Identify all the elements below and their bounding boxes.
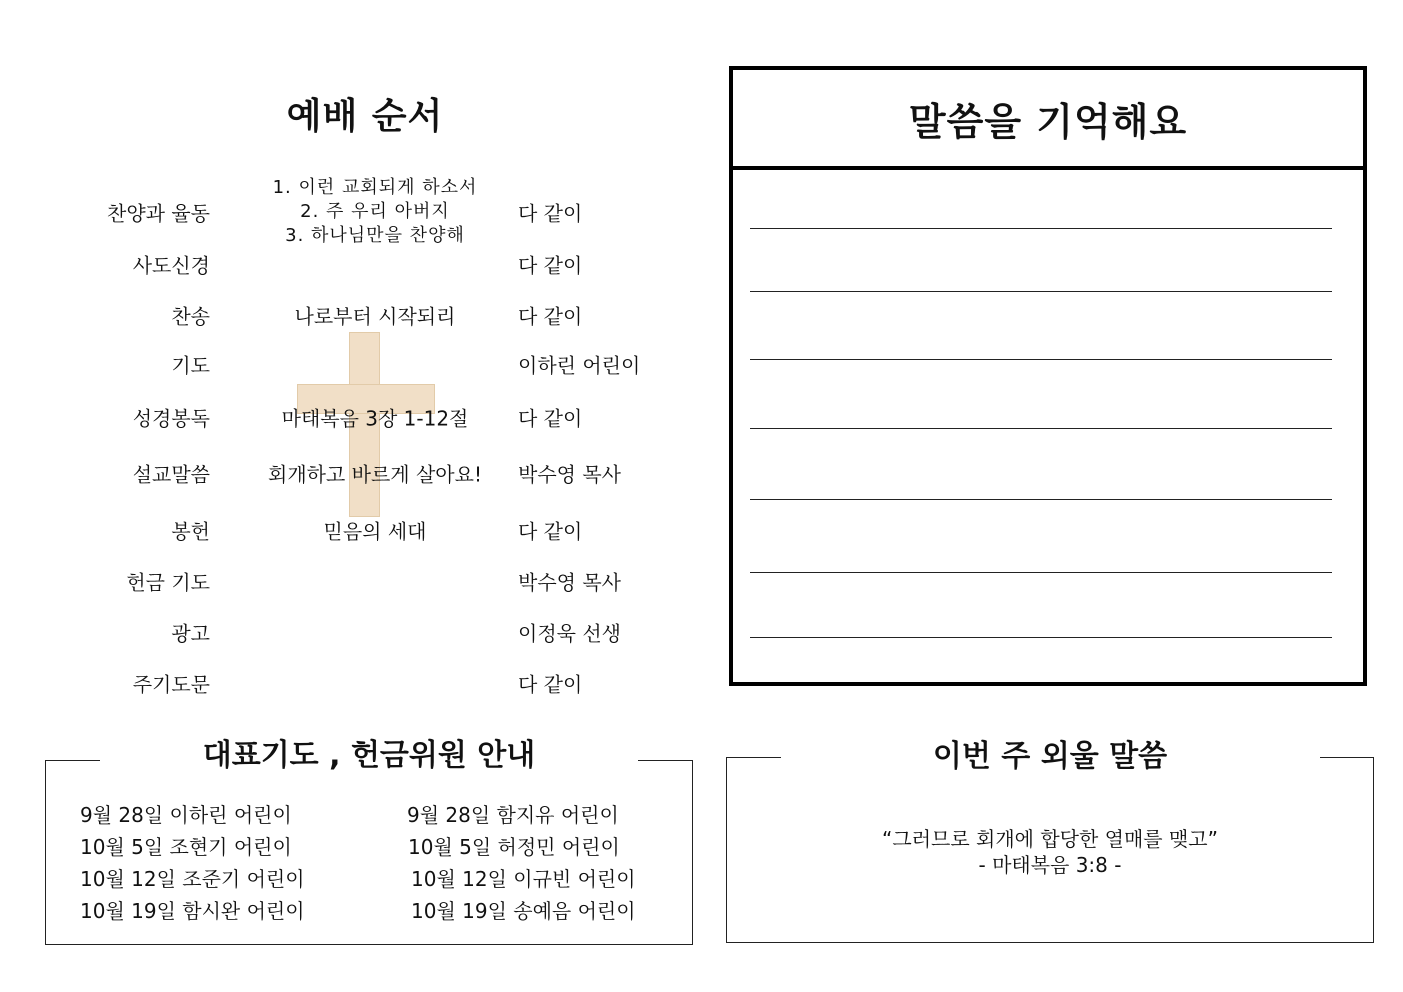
- order-content: 마태복음 3장 1-12절: [281, 406, 469, 431]
- order-content: 나로부터 시작되리: [294, 304, 456, 329]
- schedule-left-1: 9월 28일 이하린 어린이: [80, 803, 292, 827]
- order-leader: 박수영 목사: [518, 570, 621, 595]
- order-leader: 이정욱 선생: [518, 621, 621, 646]
- schedule-right-3: 10월 12일 이규빈 어린이: [411, 867, 636, 891]
- schedule-left-3: 10월 12일 조준기 어린이: [80, 867, 305, 891]
- writing-line[interactable]: [750, 637, 1332, 638]
- hymn-2: 2. 주 우리 아버지: [300, 201, 450, 222]
- schedule-right-1: 9월 28일 함지유 어린이: [407, 803, 619, 827]
- order-leader: 다 같이: [518, 406, 583, 431]
- order-item: 기도: [171, 353, 210, 378]
- order-item: 찬송: [171, 304, 210, 329]
- order-row-offering-prayer: [60, 558, 700, 604]
- hymn-list: [260, 176, 490, 248]
- order-leader: 이하린 어린이: [518, 353, 641, 378]
- writing-line[interactable]: [750, 428, 1332, 429]
- order-item: 헌금 기도: [126, 570, 210, 595]
- order-title: 예배 순서: [286, 96, 444, 137]
- prayer-schedule-title: 대표기도 , 헌금위원 안내: [202, 738, 536, 773]
- schedule-right-4: 10월 19일 송예음 어린이: [411, 899, 636, 923]
- remember-title: 말씀을 기억해요: [908, 99, 1188, 144]
- order-leader: 다 같이: [518, 253, 583, 278]
- order-item: 광고: [171, 621, 210, 646]
- writing-line[interactable]: [750, 359, 1332, 360]
- hymn-1: 1. 이런 교회되게 하소서: [272, 177, 478, 198]
- order-leader: 다 같이: [518, 519, 583, 544]
- order-leader: 다 같이: [518, 672, 583, 697]
- memory-verse-box: [726, 739, 1374, 943]
- order-row-lords-prayer: [60, 660, 700, 706]
- order-item: 성경봉독: [132, 406, 210, 431]
- order-content: 믿음의 세대: [323, 519, 427, 544]
- remember-header: [733, 70, 1363, 170]
- order-row-announcements: [60, 609, 700, 655]
- order-leader: 다 같이: [518, 201, 583, 226]
- prayer-schedule-box: [45, 738, 693, 945]
- order-row-offering: [60, 507, 700, 553]
- order-item: 봉헌: [171, 519, 210, 544]
- order-row-praise: [60, 176, 700, 248]
- order-item: 설교말씀: [132, 462, 210, 487]
- writing-line[interactable]: [750, 572, 1332, 573]
- remember-box: [729, 66, 1367, 686]
- writing-line[interactable]: [750, 499, 1332, 500]
- order-leader: 박수영 목사: [518, 462, 621, 487]
- writing-line[interactable]: [750, 291, 1332, 292]
- order-row-creed: [60, 241, 700, 287]
- schedule-right-2: 10월 5일 허정민 어린이: [408, 835, 620, 859]
- schedule-left-4: 10월 19일 함시완 어린이: [80, 899, 305, 923]
- order-item: 주기도문: [132, 672, 210, 697]
- order-leader: 다 같이: [518, 304, 583, 329]
- order-item: 사도신경: [132, 253, 210, 278]
- schedule-left-2: 10월 5일 조현기 어린이: [80, 835, 292, 859]
- order-row-hymn: [60, 292, 700, 338]
- memory-verse-text: “그러므로 회개에 합당한 열매를 맺고”: [882, 827, 1218, 851]
- order-row-prayer: [60, 341, 700, 387]
- writing-line[interactable]: [750, 228, 1332, 229]
- order-row-reading: [60, 394, 700, 440]
- hymn-3: 3. 하나님만을 찬양해: [285, 225, 465, 246]
- order-item: 찬양과 율동: [107, 201, 210, 226]
- order-content: 회개하고 바르게 살아요!: [268, 462, 482, 487]
- memory-verse-title: 이번 주 외울 말씀: [932, 739, 1168, 774]
- memory-verse-reference: - 마태복음 3:8 -: [978, 853, 1122, 877]
- order-row-sermon: [60, 450, 700, 496]
